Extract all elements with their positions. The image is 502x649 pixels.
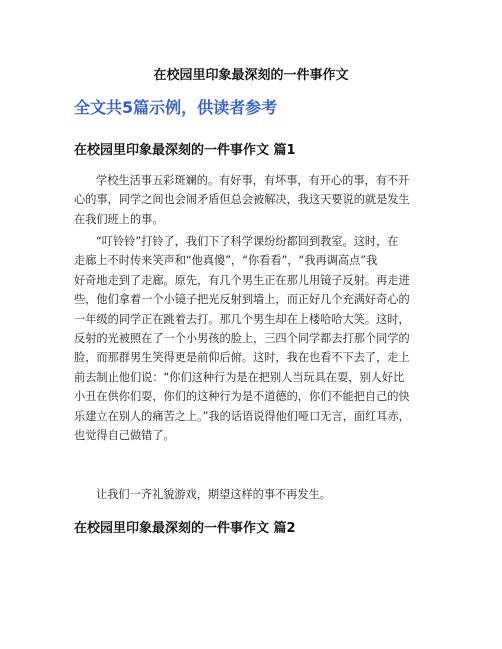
- document-title: 在校园里印象最深刻的一件事作文: [153, 68, 349, 83]
- paragraph-line: 乐建立在别人的痛苦之上。”我的话语说得他们哑口无言，面红耳赤，: [74, 409, 410, 423]
- paragraph-line: 在我们班上的事。: [74, 212, 164, 226]
- paragraph-line: 反射的光被照在了一个小男孩的脸上，三四个同学都去打那个同学的: [74, 331, 410, 345]
- section-heading-2: 在校园里印象最深刻的一件事作文 篇2: [74, 521, 296, 536]
- paragraph-line: 心的事，同学之间也会闹矛盾但总会被解决，我这天要说的就是发生: [74, 193, 410, 207]
- paragraph-line: 也觉得自己做错了。: [74, 428, 175, 442]
- paragraph-line: 小丑在供你们耍，你们的这种行为是不道德的，你们不能把自己的快: [74, 390, 410, 404]
- paragraph-1: [74, 171, 454, 229]
- paragraph-line: 一年级的同学正在跳着去打。那几个男生却在上楼哈哈大笑。这时，: [74, 312, 410, 326]
- paragraph-2: [74, 232, 454, 445]
- paragraph-line: 让我们一齐礼貌游戏，期望这样的事不再发生。: [96, 488, 331, 501]
- paragraph-line: 好奇地走到了走廊。原先，有几个男生正在那儿用镜子反射。再走进: [74, 273, 410, 287]
- section-heading-1: 在校园里印象最深刻的一件事作文 篇1: [74, 143, 296, 158]
- paragraph-line: 前去制止他们说：“你们这种行为是在把别人当玩具在耍，别人好比: [74, 370, 405, 384]
- paragraph-line: 些，他们拿着一个小镜子把光反射到墙上，而正好几个充满好奇心的: [74, 293, 410, 307]
- paragraph-line: 学校生活事五彩斑斓的。有好事，有坏事，有开心的事，有不开: [96, 174, 410, 187]
- document-subtitle: 全文共5篇示例，供读者参考: [74, 98, 278, 117]
- paragraph-line: “叮铃铃”打铃了，我们下了科学课纷纷都回到教室。这时，在: [96, 235, 399, 248]
- paragraph-line: 走廊上不时传来笑声和“他真傻”，“你看看”，“我再调高点”我: [74, 254, 378, 268]
- paragraph-line: 脸，而那群男生笑得更是前仰后俯。这时，我在也看不下去了，走上: [74, 351, 410, 365]
- paragraph-3: [74, 485, 454, 504]
